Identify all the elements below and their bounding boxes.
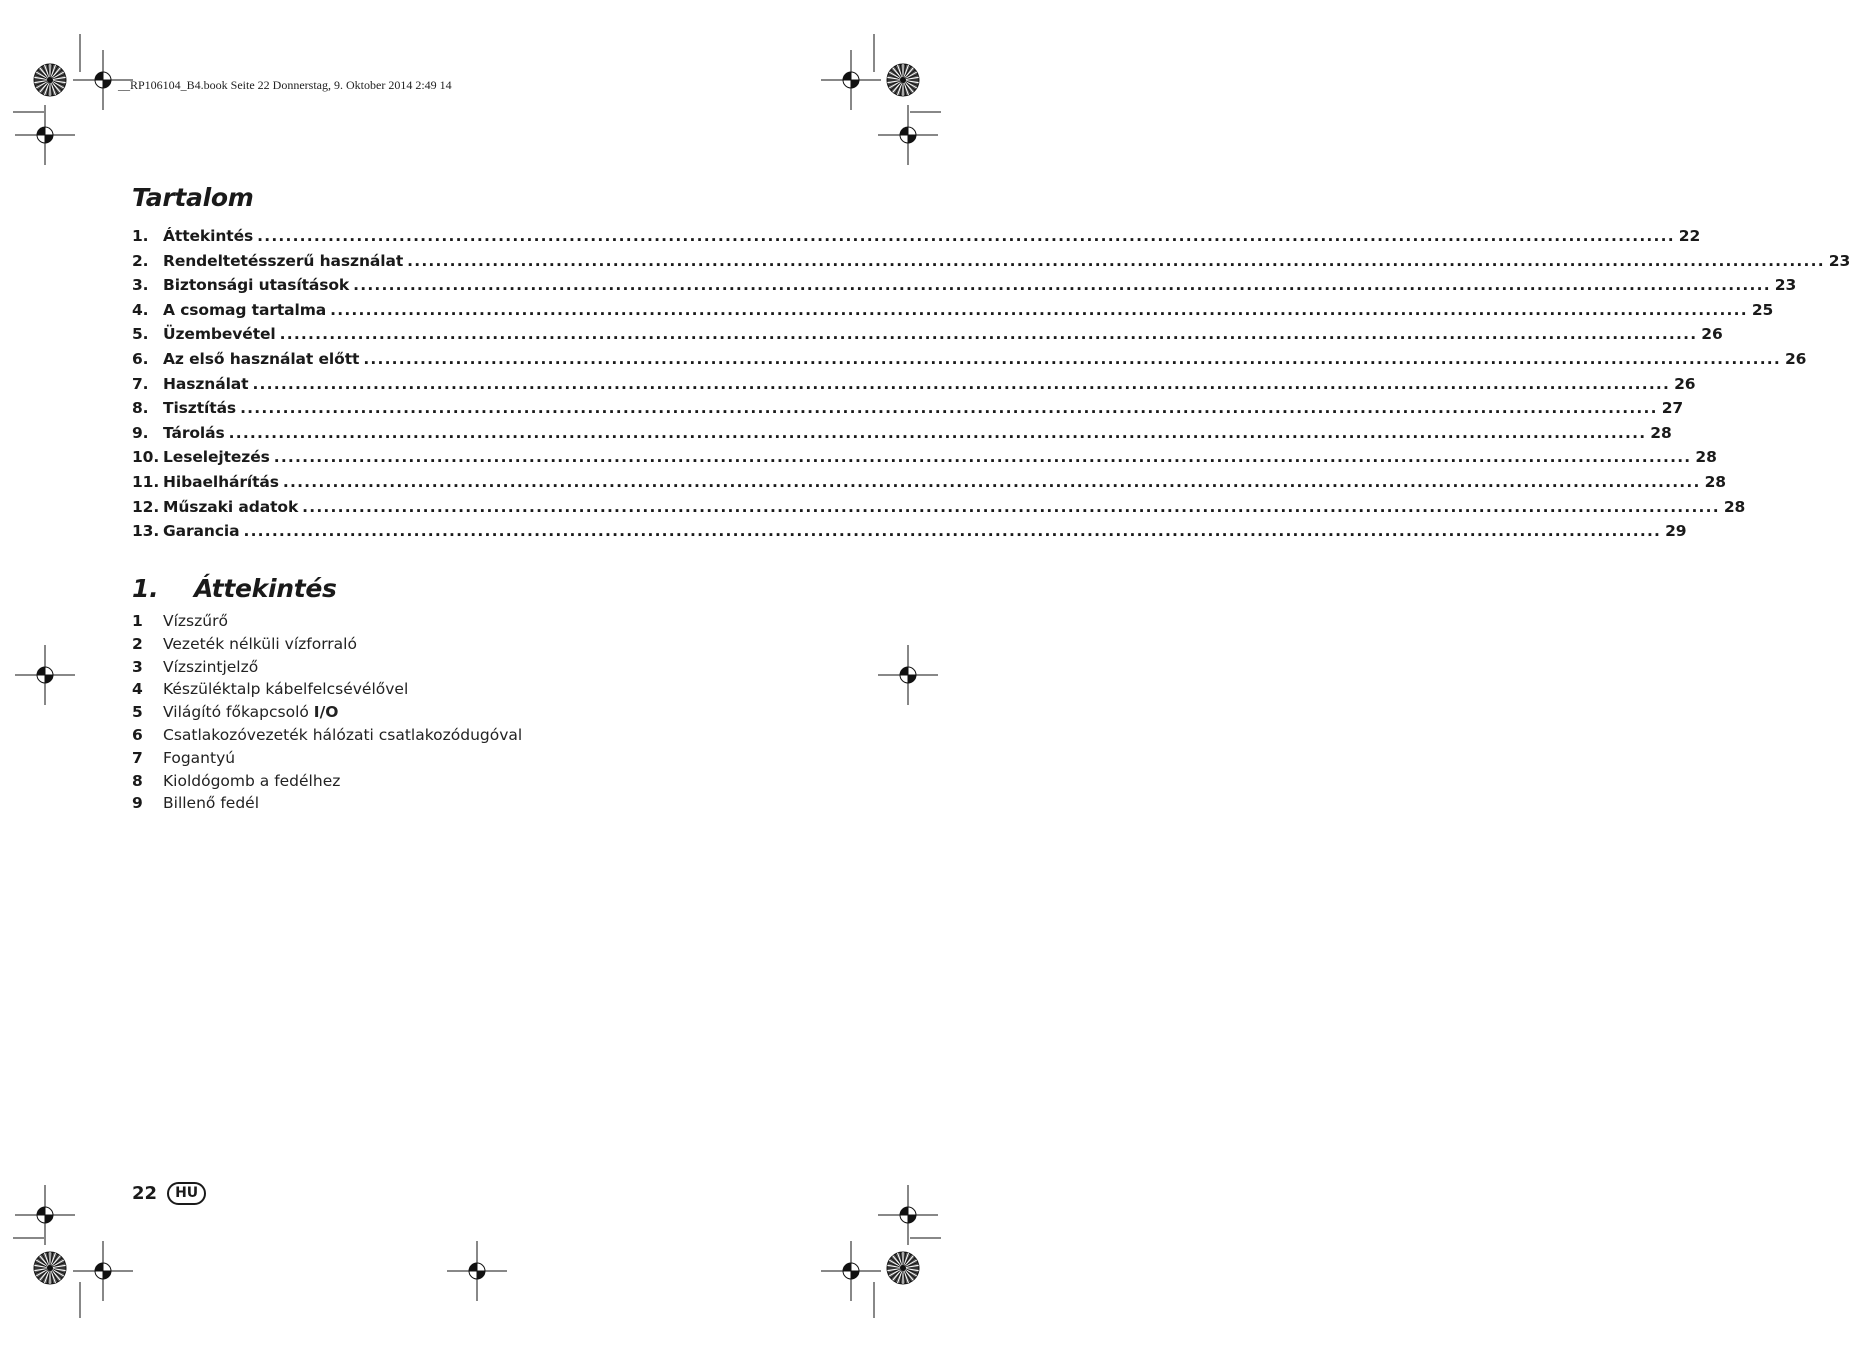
toc-leader-dots: ........................................................................................................................................................................................................ xyxy=(363,349,1781,368)
toc-leader-dots: ........................................................................................................................................................................................................ xyxy=(282,472,1701,491)
page-footer xyxy=(132,1182,206,1205)
toc-entry-page: 26 xyxy=(1784,349,1807,368)
section-number: 1. xyxy=(132,574,159,603)
part-label xyxy=(163,703,338,721)
table-of-contents xyxy=(132,227,1850,547)
toc-entry xyxy=(132,276,1797,301)
part-label xyxy=(163,726,522,744)
toc-entry-page: 27 xyxy=(1661,399,1684,418)
toc-entry-number: 2. xyxy=(132,251,149,270)
toc-entry-page: 29 xyxy=(1665,522,1687,541)
toc-entry-page: 28 xyxy=(1695,448,1717,467)
toc-entry-label: Hibaelhárítás xyxy=(163,472,279,491)
part-label-text: Billenő fedél xyxy=(163,794,259,813)
part-label xyxy=(163,772,340,790)
toc-entry xyxy=(132,251,1850,277)
toc-leader-dots: ........................................................................................................................................................................................................ xyxy=(279,325,1698,344)
part-item xyxy=(132,703,522,726)
toc-entry-number: 4. xyxy=(132,300,149,319)
toc-leader-dots: ........................................................................................................................................................................................................ xyxy=(302,497,1720,516)
part-label xyxy=(163,680,408,698)
toc-leader-dots: ........................................................................................................................................................................................................ xyxy=(257,227,1675,245)
page-number: 22 xyxy=(132,1183,158,1204)
part-label-text: Készüléktalp kábelfelcsévélővel xyxy=(163,680,409,699)
part-label xyxy=(163,612,228,630)
part-label-text: Csatlakozóvezeték hálózati csatlakozódugóval xyxy=(163,725,523,744)
toc-entry xyxy=(132,497,1746,523)
toc-entry xyxy=(132,227,1701,252)
toc-leader-dots: ........................................................................................................................................................................................................ xyxy=(228,423,1647,442)
toc-entry-number: 11. xyxy=(132,472,160,491)
part-label xyxy=(163,658,258,676)
toc-entry xyxy=(132,300,1774,326)
part-label-text: Vezeték nélküli vízforraló xyxy=(163,634,357,653)
part-number: 8 xyxy=(132,771,143,790)
toc-entry-number: 5. xyxy=(132,325,149,344)
toc-entry xyxy=(132,448,1717,473)
part-label-text: Kioldógomb a fedélhez xyxy=(163,771,341,790)
section-title-text: Áttekintés xyxy=(194,574,337,603)
toc-entry-number: 7. xyxy=(132,374,149,393)
toc-entry-label: Biztonsági utasítások xyxy=(163,276,350,295)
part-item xyxy=(132,772,522,795)
toc-entry-label: A csomag tartalma xyxy=(163,300,327,319)
toc-entry-number: 12. xyxy=(132,497,160,516)
toc-entry-number: 9. xyxy=(132,423,149,442)
part-number: 5 xyxy=(132,703,143,722)
part-item xyxy=(132,794,522,817)
part-item xyxy=(132,726,522,749)
part-number: 2 xyxy=(132,634,143,653)
toc-entry-label: Garancia xyxy=(163,522,240,541)
toc-entry-page: 26 xyxy=(1701,325,1723,344)
part-number: 3 xyxy=(132,657,143,676)
toc-entry-label: Áttekintés xyxy=(163,227,254,245)
part-label xyxy=(163,794,259,812)
toc-entry xyxy=(132,472,1726,498)
part-item xyxy=(132,612,522,635)
toc-leader-dots: ........................................................................................................................................................................................................ xyxy=(353,276,1771,295)
part-number: 6 xyxy=(132,725,143,744)
toc-entry-number: 13. xyxy=(132,522,160,541)
toc-entry xyxy=(132,423,1672,449)
language-badge: HU xyxy=(167,1182,206,1205)
part-label-text: Vízszűrő xyxy=(163,612,228,630)
toc-entry-label: Üzembevétel xyxy=(163,325,276,344)
toc-entry-number: 3. xyxy=(132,276,149,295)
toc-entry-label: Tisztítás xyxy=(163,399,237,418)
toc-entry-number: 8. xyxy=(132,399,149,418)
part-label xyxy=(163,749,235,767)
section-title xyxy=(132,574,337,603)
toc-leader-dots: ........................................................................................................................................................................................................ xyxy=(240,399,1658,418)
toc-entry-number: 1. xyxy=(132,227,149,245)
part-number: 9 xyxy=(132,794,143,813)
toc-entry-page: 25 xyxy=(1751,300,1774,319)
toc-entry-label: Leselejtezés xyxy=(163,448,270,467)
toc-entry-page: 22 xyxy=(1678,227,1701,245)
toc-title: Tartalom xyxy=(132,183,254,212)
part-label xyxy=(163,635,357,653)
toc-entry-page: 28 xyxy=(1723,497,1746,516)
toc-entry-label: Az első használat előtt xyxy=(163,349,360,368)
part-label-suffix: I/O xyxy=(313,703,339,722)
toc-leader-dots: ........................................................................................................................................................................................................ xyxy=(243,522,1662,541)
part-number: 7 xyxy=(132,748,143,767)
toc-leader-dots: ........................................................................................................................................................................................................ xyxy=(407,251,1825,270)
toc-leader-dots: ........................................................................................................................................................................................................ xyxy=(330,300,1748,319)
toc-entry-page: 28 xyxy=(1704,472,1726,491)
toc-leader-dots: ........................................................................................................................................................................................................ xyxy=(273,448,1692,467)
toc-entry-label: Használat xyxy=(163,374,249,393)
part-number: 1 xyxy=(132,612,143,630)
part-item xyxy=(132,658,522,681)
toc-entry-label: Tárolás xyxy=(163,423,225,442)
part-item xyxy=(132,635,522,658)
toc-entry-page: 28 xyxy=(1650,423,1672,442)
toc-entry-page: 23 xyxy=(1774,276,1797,295)
part-label-text: Világító főkapcsoló xyxy=(163,703,309,722)
toc-entry-number: 10. xyxy=(132,448,160,467)
print-header: __RP106104_B4.book Seite 22 Donnerstag, 9. Oktober 2014 2:49 14 xyxy=(118,78,452,92)
toc-entry-label: Műszaki adatok xyxy=(163,497,299,516)
toc-entry-page: 26 xyxy=(1674,374,1696,393)
part-item xyxy=(132,680,522,703)
part-label-text: Vízszintjelző xyxy=(163,657,259,676)
toc-entry-number: 6. xyxy=(132,349,149,368)
part-number: 4 xyxy=(132,680,143,699)
toc-entry-label: Rendeltetésszerű használat xyxy=(163,251,404,270)
toc-entry xyxy=(132,522,1687,547)
part-item xyxy=(132,749,522,772)
parts-list xyxy=(132,612,522,817)
toc-entry xyxy=(132,399,1684,424)
toc-entry xyxy=(132,349,1807,375)
toc-entry-page: 23 xyxy=(1828,251,1850,270)
part-label-text: Fogantyú xyxy=(163,748,236,767)
toc-leader-dots: ........................................................................................................................................................................................................ xyxy=(252,374,1671,393)
toc-entry xyxy=(132,325,1723,350)
toc-entry xyxy=(132,374,1696,400)
